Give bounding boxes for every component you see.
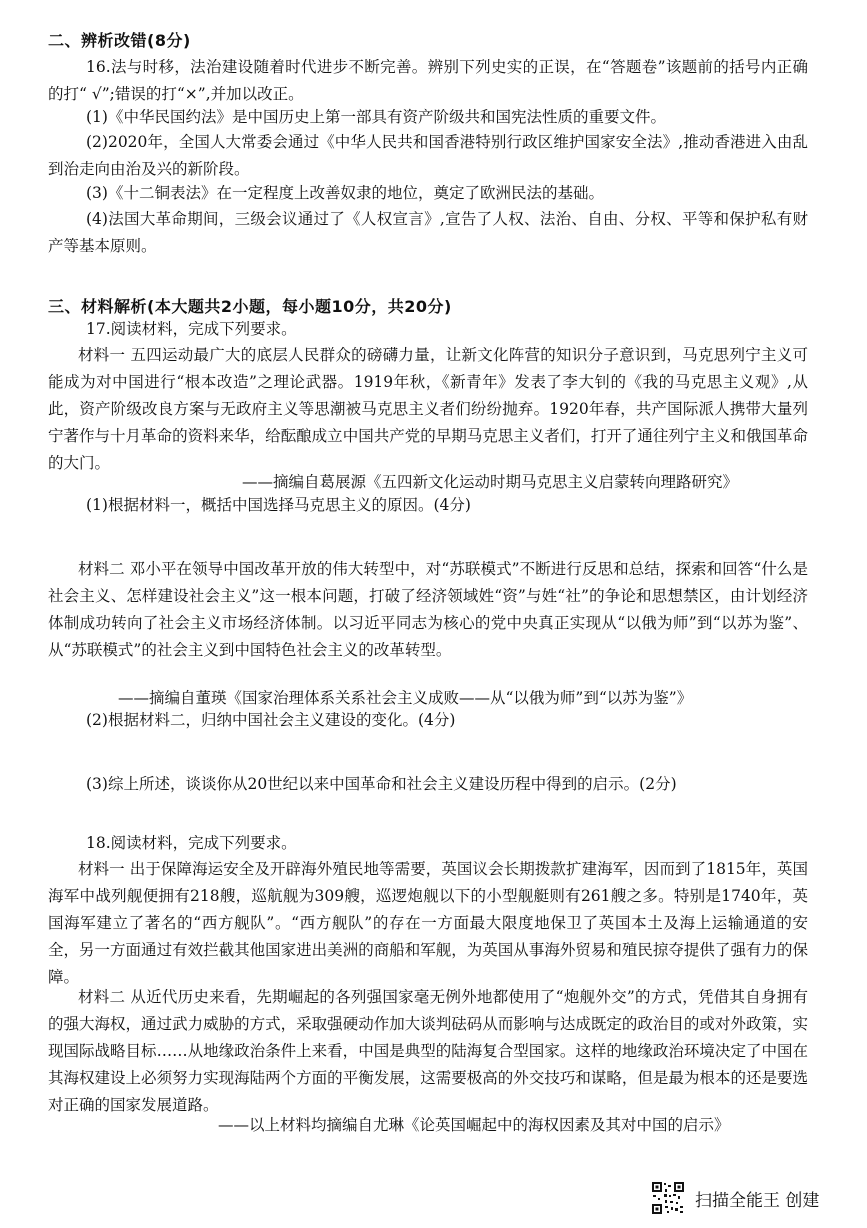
scanner-watermark	[651, 1180, 819, 1216]
q17-question-3: (3)综上所述，谈谈你从20世纪以来中国革命和社会主义建设历程中得到的启示。(2分)	[86, 775, 677, 793]
q17-material-2: 材料二 邓小平在领导中国改革开放的伟大转型中，对“苏联模式”不断进行反思和总结，探索和回答“什么是社会主义、怎样建设社会主义”这一根本问题，打破了经济领域姓“资”与姓“社”的争论和思想禁区，由计划经济体制成功转向了社会主义市场经济体制。以习近平同志为核心的党中央真正实现从“以俄为师”到“以苏为鉴”、从“苏联模式”的社会主义到中国特色社会主义的改革转型。	[48, 560, 808, 659]
q18-material-1: 材料一 出于保障海运安全及开辟海外殖民地等需要，英国议会长期拨款扩建海军，因而到了1815年，英国海军中战列舰便拥有218艘，巡航舰为309艘，巡逻炮舰以下的小型舰艇则有261艘之多。特别是1740年，英国海军建立了著名的“西方舰队”。“西方舰队”的存在一方面最大限度地保卫了英国本土及海上运输通道的安全，另一方面通过有效拦截其他国家进出美洲的商船和军舰，为英国从事海外贸易和殖民掠夺提供了强有力的保障。	[48, 860, 808, 986]
q17-material-1-source: ——摘编自葛展源《五四新文化运动时期马克思主义启蒙转向理路研究》	[242, 473, 739, 491]
q18-stem: 18.阅读材料，完成下列要求。	[86, 834, 297, 852]
section-2-heading: 二、辨析改错(8分)	[48, 31, 191, 50]
q17-material-1: 材料一 五四运动最广大的底层人民群众的磅礴力量，让新文化阵营的知识分子意识到，马克思列宁主义可能成为对中国进行“根本改造”之理论武器。1919年秋，《新青年》发表了李大钊的《我的马克思主义观》,从此，资产阶级改良方案与无政府主义等思潮被马克思主义者们纷纷抛弃。1920年春，共产国际派人携带大量列宁著作与十月革命的资料来华，给酝酿成立中国共产党的早期马克思主义者们，打开了通往列宁主义和俄国革命的大门。	[48, 346, 808, 472]
q17-stem: 17.阅读材料，完成下列要求。	[86, 320, 297, 338]
q16-item-2: (2)2020年，全国人大常委会通过《中华人民共和国香港特别行政区维护国家安全法》,推动香港进入由乱到治走向由治及兴的新阶段。	[48, 133, 808, 178]
q18-source: ——以上材料均摘编自尤琳《论英国崛起中的海权因素及其对中国的启示》	[218, 1116, 730, 1134]
q16-item-4: (4)法国大革命期间，三级会议通过了《人权宣言》,宣告了人权、法治、自由、分权、平等和保护私有财产等基本原则。	[48, 210, 808, 255]
qr-code-icon	[651, 1181, 685, 1215]
q16-stem: 16.法与时移，法治建设随着时代进步不断完善。辨别下列史实的正误，在“答题卷”该题前的括号内正确的打“ √”;错误的打“×”,并加以改正。	[48, 58, 808, 103]
q17-question-2: (2)根据材料二，归纳中国社会主义建设的变化。(4分)	[86, 711, 456, 729]
q17-question-1: (1)根据材料一，概括中国选择马克思主义的原因。(4分)	[86, 496, 471, 514]
q18-material-2: 材料二 从近代历史来看，先期崛起的各列强国家毫无例外地都使用了“炮舰外交”的方式，凭借其自身拥有的强大海权，通过武力威胁的方式，采取强硬动作加大谈判砝码从而影响与达成既定的政治目的或对外政策，实现国际战略目标……从地缘政治条件上来看，中国是典型的陆海复合型国家。这样的地缘政治环境决定了中国在其海权建设上必须努力实现海陆两个方面的平衡发展，这需要极高的外交技巧和谋略，但是最为根本的还是要选对正确的国家发展道路。	[48, 988, 808, 1114]
scanner-watermark-text: 扫描全能王 创建	[695, 1190, 820, 1211]
section-3-heading: 三、材料解析(本大题共2小题，每小题10分，共20分)	[48, 297, 452, 316]
q17-material-2-source: ——摘编自董瑛《国家治理体系关系社会主义成败——从“以俄为师”到“以苏为鉴”》	[118, 689, 693, 707]
q16-item-1: (1)《中华民国约法》是中国历史上第一部具有资产阶级共和国宪法性质的重要文件。	[86, 108, 666, 126]
q16-item-3: (3)《十二铜表法》在一定程度上改善奴隶的地位，奠定了欧洲民法的基础。	[86, 184, 604, 202]
